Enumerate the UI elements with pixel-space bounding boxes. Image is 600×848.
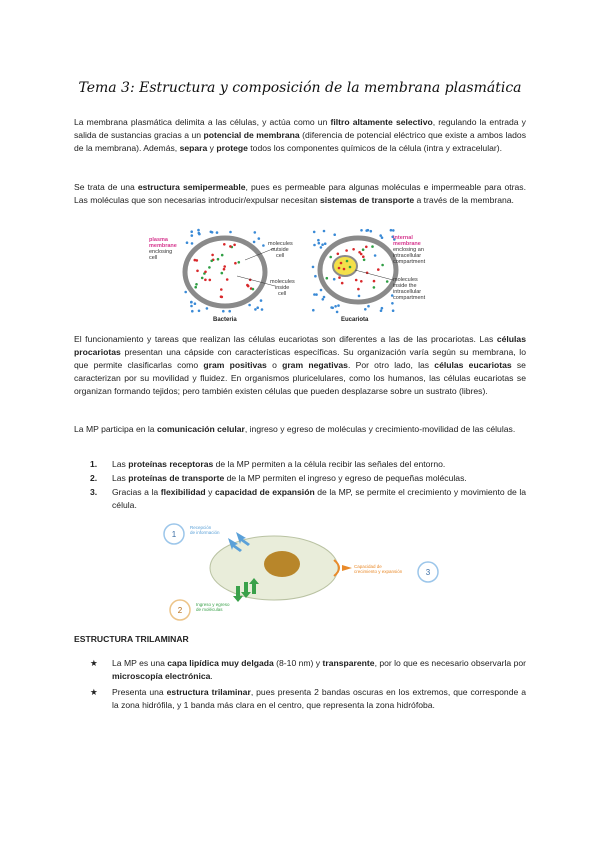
molecule-dot [261, 308, 264, 311]
molecule-dot [195, 283, 198, 286]
molecule-dot [190, 305, 193, 308]
eucariota-caption: Eucariota [341, 317, 369, 323]
molecule-dot [317, 239, 320, 242]
membrane-functions-figure [156, 518, 446, 622]
molecule-dot [338, 267, 341, 270]
molecule-dot [220, 288, 223, 291]
step-3-number: 3 [425, 568, 431, 577]
molecule-dot [320, 246, 323, 249]
molecule-dot [365, 246, 368, 249]
eucariota-label-5: compartment [393, 259, 426, 265]
molecule-dot [343, 268, 346, 271]
molecule-dot [333, 233, 336, 236]
molecule-dot [374, 254, 377, 257]
semipermeable-paragraph: Se trata de una estructura semipermeable, pues es permeable para algunas moléculas e impermeable para otras. Las moléculas que son necesarias introducir/expulsar necesitan sistemas de transporte a través de la membrana. [74, 182, 526, 205]
intracellular-compartment [333, 256, 357, 276]
molecule-dot [233, 244, 236, 247]
molecule-dot [329, 256, 332, 259]
molecule-dot [373, 286, 376, 289]
molecule-dot [363, 259, 366, 262]
molecule-dot [312, 309, 315, 312]
list-item: 1. Las proteínas receptoras de la MP permiten a la célula recibir las señales del entorno. [90, 459, 446, 469]
molecule-dot [392, 229, 395, 232]
bacteria-label-1: plasma [149, 237, 168, 243]
molecule-dot [190, 301, 193, 304]
molecule-dot [360, 253, 363, 256]
molecule-dot [322, 298, 325, 301]
molecule-dot [229, 245, 232, 248]
molecule-dot [262, 244, 265, 247]
molecule-dot [321, 243, 324, 246]
molecule-dot [248, 304, 251, 307]
molecule-dot [336, 311, 339, 314]
molecule-dot [312, 266, 315, 269]
molecule-dot [191, 234, 194, 237]
trilaminar-list [90, 657, 526, 715]
molecule-dot [194, 286, 197, 289]
bacteria-caption: Bacteria [213, 317, 237, 323]
step-1-label-a: Recepción [190, 525, 212, 530]
step-1-number: 1 [171, 530, 177, 539]
bacteria-outside-label-1: molecules [268, 241, 293, 247]
molecule-dot [320, 289, 323, 292]
molecule-dot [246, 284, 249, 287]
list-item: 3. Gracias a la flexibilidad y capacidad de expansión de la MP, se permite el crecimiento y movimiento de la célula. [90, 487, 527, 510]
molecule-dot [334, 305, 337, 308]
molecule-dot [204, 271, 207, 274]
molecule-dot [367, 229, 370, 232]
molecule-dot [357, 288, 360, 291]
molecule-dot [324, 242, 327, 245]
communication-paragraph: La MP participa en la comunicación celular, ingreso y egreso de moléculas y crecimiento-movilidad de las células. [74, 424, 516, 434]
molecule-dot [333, 278, 336, 281]
molecule-dot [221, 272, 224, 275]
eucariota-mol-label-4: compartment [393, 295, 426, 301]
molecule-dot [379, 234, 382, 237]
eucariota-membrane [320, 238, 396, 302]
nucleus [264, 551, 300, 577]
molecule-dot [391, 302, 394, 305]
molecule-dot [186, 241, 189, 244]
list-item: ★ Presenta una estructura trilaminar, pues presenta 2 bandas oscuras en los extremos, que corresponde a la zona hidrófila, y 1 banda más clara en el centro, que representa la zona hidrófoba. [90, 687, 526, 710]
molecule-dot [345, 249, 348, 252]
molecule-dot [198, 232, 201, 235]
molecule-dot [360, 229, 363, 232]
molecule-dot [256, 306, 259, 309]
molecule-dot [223, 268, 226, 271]
molecule-dot [206, 307, 209, 310]
eucariota-mol-label-2: inside the [393, 283, 417, 289]
molecule-dot [346, 260, 349, 263]
eucariota-label-3: enclosing an [393, 247, 424, 253]
eucariota-mol-label-1: molecules [393, 277, 418, 283]
molecule-dot [208, 266, 211, 269]
molecule-dot [370, 230, 373, 233]
molecule-dot [222, 310, 225, 313]
page-title: Tema 3: Estructura y composición de la membrana plasmática [78, 80, 522, 96]
molecule-dot [209, 279, 212, 282]
intro-paragraph: La membrana plasmática delimita a las células, y actúa como un filtro altamente selectivo, regulando la entrada y salida de sustancias gracias a un potencial de membrana (diferencia de potencial eléctrico que existe a ambos lados de la membrana). Además, separa y protege todos los componentes químicos de la célula (intra y extracelular). [74, 117, 526, 153]
molecule-dot [211, 254, 214, 257]
cell-types-paragraph: El funcionamiento y tareas que realizan las células eucariotas son diferentes a las de las procariotas. Las células procariotas presentan una cápside con características específicas. Su organización varía según su membrana, lo que permite clasificarlas como gram positivas o gram negativas. Por otro lado, las células eucariotas se caracterizan por su movilidad y fluidez. En organismos pluricelulares, como los humanos, las células eucariotas se organizan formando tejidos; pero también existen células que pueden desplazarse sobre un sustrato (libres). [74, 334, 526, 396]
list-item: 2. Las proteínas de transporte de la MP permiten el ingreso y egreso de pequeñas moléculas. [90, 473, 467, 483]
molecule-dot [313, 244, 316, 247]
molecule-dot [362, 255, 365, 258]
molecule-dot [318, 242, 321, 245]
molecule-dot [217, 258, 220, 261]
molecule-dot [371, 245, 374, 248]
list-item: ★ La MP es una capa lipídica muy delgada (8-10 nm) y transparente, por lo que es necesario observarla por microscopía electrónica. [90, 658, 526, 681]
bacteria-outside-label-3: cell [276, 253, 285, 259]
molecule-dot [337, 304, 340, 307]
molecule-dot [238, 261, 241, 264]
molecule-dot [349, 266, 352, 269]
molecule-dot [326, 277, 329, 280]
bacteria-inside-label-1: molecules [270, 279, 295, 285]
molecule-dot [341, 282, 344, 285]
molecule-dot [386, 280, 389, 283]
molecule-dot [340, 262, 343, 265]
bacteria-outside-label-2: outside [271, 247, 289, 253]
molecule-dot [226, 278, 229, 281]
molecule-dot [367, 305, 370, 308]
molecule-dot [362, 248, 365, 251]
star-icon: ★ [90, 687, 98, 697]
molecule-dot [191, 242, 194, 245]
step-3-label-a: Capacidad de [354, 564, 382, 569]
molecule-dot [228, 310, 231, 313]
molecule-dot [234, 262, 237, 265]
molecule-dot [314, 275, 317, 278]
cell-comparison-figure [145, 228, 445, 324]
step-2-number: 2 [177, 606, 183, 615]
molecule-dot [191, 310, 194, 313]
bacteria-label-2: membrane [149, 243, 177, 249]
eucariota-label-4: intracellular [393, 253, 422, 259]
molecule-dot [380, 309, 383, 312]
step-1-label-b: de información [190, 530, 220, 535]
eucariota-label-1: internal [393, 235, 413, 241]
molecule-dot [223, 265, 226, 268]
molecule-dot [373, 280, 376, 283]
molecule-dot [216, 231, 219, 234]
molecule-dot [221, 296, 224, 299]
step-2-label-a: Ingreso y egreso [196, 602, 230, 607]
molecule-dot [355, 279, 358, 282]
molecule-dot [360, 280, 363, 283]
molecule-dot [190, 230, 193, 233]
molecule-dot [352, 248, 355, 251]
molecule-dot [254, 308, 257, 311]
molecule-dot [313, 231, 316, 234]
molecule-dot [210, 260, 213, 263]
molecule-dot [198, 310, 201, 313]
step-2-label-b: de moléculas [196, 607, 223, 612]
star-icon: ★ [90, 658, 98, 668]
molecule-dot [260, 299, 263, 302]
functions-list [90, 458, 526, 513]
eucariota-label-2: membrane [393, 241, 421, 247]
step-3-label-b: crecimiento y expansión [354, 569, 403, 574]
molecule-dot [377, 268, 380, 271]
section-heading: ESTRUCTURA TRILAMINAR [74, 634, 189, 644]
molecule-dot [381, 264, 384, 267]
molecule-dot [258, 237, 261, 240]
bacteria-membrane [185, 238, 265, 306]
molecule-dot [184, 291, 187, 294]
molecule-dot [221, 254, 224, 257]
molecule-dot [337, 253, 340, 256]
molecule-dot [197, 229, 200, 232]
molecule-dot [194, 302, 197, 305]
molecule-dot [338, 276, 341, 279]
molecule-dot [390, 229, 393, 232]
molecule-dot [196, 259, 199, 262]
bacteria-inside-label-3: cell [278, 291, 287, 297]
molecule-dot [253, 241, 256, 244]
molecule-dot [196, 270, 199, 273]
eucariota-mol-label-3: intracellular [393, 289, 422, 295]
bacteria-inside-label-2: inside [275, 285, 290, 291]
molecule-dot [358, 295, 361, 298]
molecule-dot [201, 277, 204, 280]
molecule-dot [254, 231, 257, 234]
molecule-dot [229, 231, 232, 234]
molecule-dot [223, 243, 226, 246]
bacteria-label-3: enclosing [149, 249, 173, 255]
molecule-dot [252, 288, 255, 291]
expansion-arrow [342, 565, 352, 571]
molecule-dot [381, 307, 384, 310]
molecule-dot [315, 293, 318, 296]
bacteria-label-4: cell [149, 255, 158, 261]
molecule-dot [392, 309, 395, 312]
molecule-dot [330, 306, 333, 309]
molecule-dot [323, 230, 326, 233]
molecule-dot [323, 296, 326, 299]
molecule-dot [364, 308, 367, 311]
molecule-dot [204, 279, 207, 282]
molecule-dot [211, 231, 214, 234]
